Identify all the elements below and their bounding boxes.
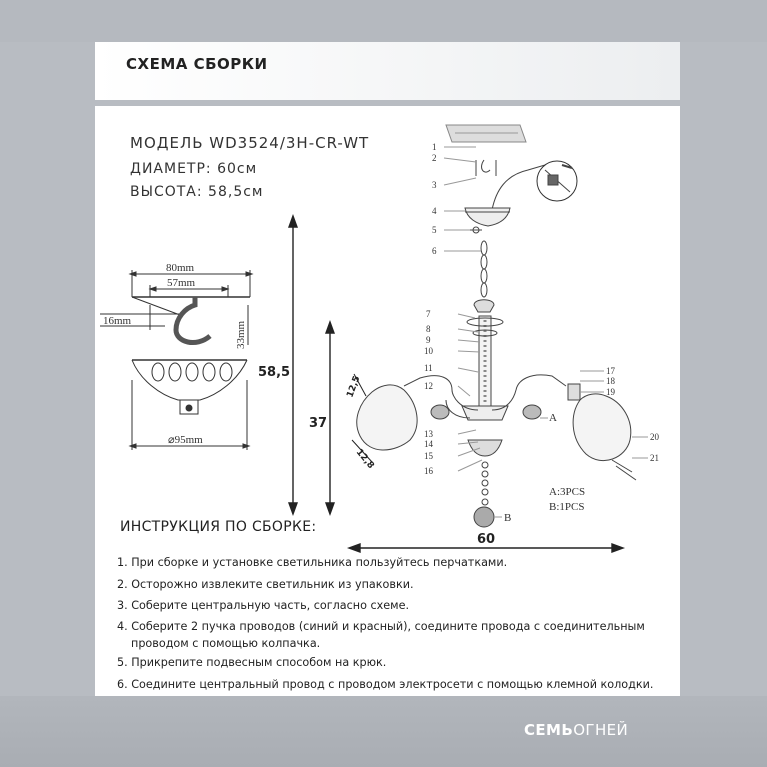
part-number: 18: [606, 376, 615, 386]
spec-height: ВЫСОТА: 58,5см: [130, 184, 264, 200]
part-number: 9: [426, 335, 431, 345]
spec-diameter: ДИАМЕТР: 60см: [130, 161, 258, 177]
part-number: 13: [424, 429, 433, 439]
part-number: 7: [426, 309, 431, 319]
instruction-step: 3. Соберите центральную часть, согласно схеме.: [117, 599, 410, 612]
part-number: 16: [424, 466, 433, 476]
instruction-step: проводом с помощью колпачка.: [131, 637, 321, 650]
spec-model: МОДЕЛЬ WD3524/3H-CR-WT: [130, 134, 370, 152]
part-a-mark: A: [549, 412, 557, 424]
instruction-step: 5. Прикрепите подвесным способом на крюк.: [117, 656, 387, 669]
brand-bold: СЕМЬ: [524, 721, 574, 739]
body-height-label: 37: [309, 416, 328, 431]
part-number: 10: [424, 346, 433, 356]
part-number: 20: [650, 432, 659, 442]
instruction-step: 6. Соедините центральный провод с проводом электросети с помощью клемной колодки.: [117, 678, 654, 691]
part-number: 4: [432, 206, 437, 216]
page-title: СХЕМА СБОРКИ: [126, 55, 268, 73]
instructions-title: ИНСТРУКЦИЯ ПО СБОРКЕ:: [120, 519, 317, 535]
instruction-step: 2. Осторожно извлеките светильник из упаковки.: [117, 578, 414, 591]
part-number: 1: [432, 142, 437, 152]
canopy-width-57: 57mm: [167, 277, 196, 289]
part-number: 17: [606, 366, 615, 376]
shade-dim-125: 12,5: [345, 374, 363, 400]
canopy-hook-33: 33mm: [235, 320, 247, 349]
shade-dim-128: 12,8: [353, 447, 376, 471]
part-number: 21: [650, 453, 659, 463]
instruction-step: 4. Соберите 2 пучка проводов (синий и красный), соедините провода с соединительным: [117, 620, 645, 633]
part-number: 12: [424, 381, 433, 391]
part-b-mark: B: [504, 512, 512, 524]
chandelier: [352, 125, 648, 527]
total-height-label: 58,5: [258, 365, 291, 380]
part-b-count: B:1PCS: [549, 501, 585, 513]
instruction-step: 1. При сборке и установке светильника пользуйтесь перчатками.: [117, 556, 508, 569]
canopy-offset-16: 16mm: [103, 315, 132, 327]
canopy-diameter-95: ⌀95mm: [168, 434, 203, 446]
part-number: 8: [426, 324, 431, 334]
part-a-count: A:3PCS: [549, 486, 586, 498]
canopy-width-80: 80mm: [166, 262, 195, 274]
part-number: 15: [424, 451, 433, 461]
footer-band: [0, 696, 767, 767]
part-number: 11: [424, 363, 433, 373]
part-number: 5: [432, 225, 437, 235]
brand-light: ОГНЕЙ: [573, 721, 629, 739]
brand-logo: [524, 721, 628, 739]
width-label: 60: [477, 532, 496, 547]
part-number: 2: [432, 153, 437, 163]
part-number: 19: [606, 387, 615, 397]
part-number: 14: [424, 439, 433, 449]
part-number: 3: [432, 180, 437, 190]
part-number: 6: [432, 246, 437, 256]
